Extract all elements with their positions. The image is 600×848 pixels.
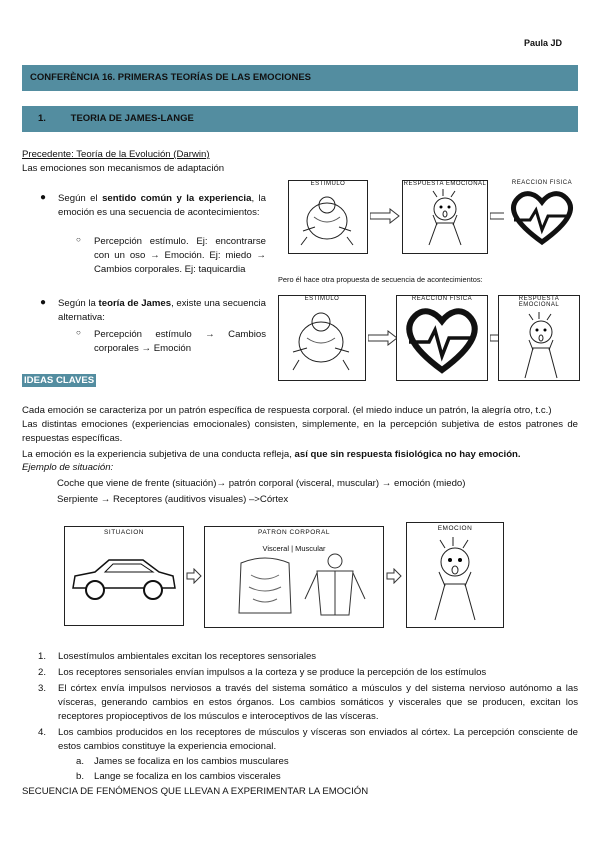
panel-title: REACCION FISICA bbox=[411, 296, 473, 302]
panel-title: PATRON CORPORAL bbox=[258, 529, 330, 536]
list-item bbox=[38, 650, 578, 664]
bullet-dot: ● bbox=[40, 297, 47, 308]
panel-emotional-response bbox=[402, 180, 488, 254]
paragraph-one: Cada emoción se caracteriza por un patrón específica de respuesta corporal. (el miedo induce un patrón, la alegría otro, t.c.) bbox=[22, 405, 552, 416]
heart-pulse-icon bbox=[397, 302, 487, 374]
panel-subtitle: Visceral | Muscular bbox=[262, 544, 326, 553]
panel-emotional-response bbox=[498, 295, 580, 381]
example-two: Serpiente → Receptores (auditivos visuales) –>Córtex bbox=[57, 494, 289, 505]
panel-title: ESTIMULO bbox=[310, 181, 346, 187]
panel-title: EMOCION bbox=[437, 525, 473, 532]
panel-emotion bbox=[406, 522, 504, 628]
figure-caption: Pero él hace otra propuesta de secuencia de acontecimientos: bbox=[278, 275, 483, 284]
arrow-right-icon bbox=[386, 568, 402, 584]
list-text: Losestímulos ambientales excitan los receptores sensoriales bbox=[58, 651, 317, 662]
bullet-two bbox=[58, 297, 266, 325]
bullet-two-post: , existe una secuencia alternativa: bbox=[58, 298, 267, 323]
ideas-claves-text: IDEAS CLAVES bbox=[24, 375, 95, 386]
section-bar bbox=[22, 106, 578, 132]
sub-bullet-circle: ○ bbox=[76, 328, 81, 337]
panel-title: REACCION FISICA bbox=[511, 180, 573, 186]
sub-list-item bbox=[76, 756, 289, 767]
footer-heading: SECUENCIA DE FENÓMENOS QUE LLEVAN A EXPERIMENTAR LA EMOCIÓN bbox=[22, 786, 369, 797]
list-text: El córtex envía impulsos nerviosos a través del sistema somático a músculos y del sistema nervioso autónomo a las vísceras, generando cambios en estos órganos. Los cambios somáticos y viscerales que se producen, excitan los receptores propioceptivos de los músculos e interoceptivos de las vísceras. bbox=[58, 683, 578, 722]
list-number: 3. bbox=[38, 683, 47, 694]
sub-list-text: Lange se focaliza en los cambios viscerales bbox=[94, 771, 281, 782]
paragraph-three-pre: La emoción es la experiencia subjetiva de una conducta refleja, bbox=[22, 449, 295, 460]
panel-situation bbox=[64, 526, 184, 626]
bear-illustration-icon bbox=[289, 187, 367, 247]
bullet-two-sub: Percepción estímulo → Cambios corporales → Emoción bbox=[94, 329, 266, 354]
bullet-one bbox=[58, 192, 266, 220]
list-text: Los receptores sensoriales envían impulsos a la corteza y se produce la percepción de los estímulos bbox=[58, 667, 487, 678]
numbered-list bbox=[38, 650, 578, 754]
panel-title: RESPUESTA EMOCIONAL bbox=[403, 181, 487, 187]
list-item bbox=[38, 726, 578, 754]
ideas-claves-label bbox=[22, 375, 96, 386]
sub-list-item bbox=[76, 771, 281, 782]
bear-illustration-icon bbox=[279, 302, 365, 374]
paragraph-two: Las distintas emociones (experiencias emocionales) consisten, simplemente, en la percepción subjetiva de estos patrones de respuestas específicas. bbox=[22, 419, 578, 444]
sub-bullet-circle: ○ bbox=[76, 235, 81, 244]
list-number: 1. bbox=[38, 651, 47, 662]
sub-list-letter: a. bbox=[76, 756, 85, 767]
precedente-label: Precedente: Teoría de la Evolución (Darwin) bbox=[22, 149, 210, 160]
car-icon bbox=[65, 536, 183, 616]
bullet-one-sub: Percepción estímulo. Ej: encontrarse con un oso → Emoción. Ej: miedo → Cambios corporales. Ej: taquicardia bbox=[94, 236, 266, 275]
paragraph-three-bold: así que sin respuesta fisiológica no hay emoción. bbox=[294, 449, 521, 460]
paragraph-three bbox=[22, 448, 578, 462]
sub-list-letter: b. bbox=[76, 771, 85, 782]
scared-man-icon bbox=[499, 308, 579, 380]
list-item bbox=[38, 682, 578, 724]
example-one: Coche que viene de frente (situación)→ patrón corporal (visceral, muscular) → emoción (miedo) bbox=[57, 478, 466, 489]
scared-man-icon bbox=[403, 187, 487, 247]
bullet-two-pre: Según la bbox=[58, 298, 99, 309]
panel-stimulus bbox=[278, 295, 366, 381]
list-number: 4. bbox=[38, 727, 47, 738]
panel-physical-reaction bbox=[504, 180, 580, 252]
panel-stimulus bbox=[288, 180, 368, 254]
section-title: TEORIA DE JAMES-LANGE bbox=[70, 113, 194, 124]
figure-sequence bbox=[278, 180, 578, 380]
scared-man-icon bbox=[407, 532, 503, 622]
bullet-one-pre: Según el bbox=[58, 193, 103, 204]
bullet-dot: ● bbox=[40, 192, 47, 203]
panel-body-pattern bbox=[204, 526, 384, 628]
header-bar: CONFERÈNCIA 16. PRIMERAS TEORÍAS DE LAS EMOCIONES bbox=[22, 65, 578, 91]
list-number: 2. bbox=[38, 667, 47, 678]
figure-pattern bbox=[64, 518, 534, 628]
panel-title: RESPUESTA EMOCIONAL bbox=[518, 296, 560, 308]
bullet-one-bold: sentido común y la experiencia bbox=[102, 193, 252, 204]
panel-title: ESTIMULO bbox=[304, 296, 340, 302]
sub-list-text: James se focaliza en los cambios musculares bbox=[94, 756, 289, 767]
arrow-right-icon bbox=[368, 330, 398, 346]
bullet-one-post: , la emoción es una secuencia de acontecimientos: bbox=[58, 193, 266, 218]
author-name: Paula JD bbox=[523, 38, 562, 48]
list-text: Los cambios producidos en los receptores de músculos y vísceras son enviados al córtex. La percepción consciente de estos cambios constituye la experiencia emocional. bbox=[58, 727, 578, 752]
list-item bbox=[38, 666, 578, 680]
heart-pulse-icon bbox=[504, 186, 580, 246]
bullet-two-bold: teoría de James bbox=[98, 298, 172, 309]
panel-physical-reaction bbox=[396, 295, 488, 381]
example-label: Ejemplo de situación: bbox=[22, 462, 114, 473]
arrow-right-icon bbox=[186, 568, 202, 584]
arrow-right-icon bbox=[370, 208, 400, 224]
precedente-text: Las emociones son mecanismos de adaptación bbox=[22, 163, 225, 174]
section-number: 1. bbox=[38, 113, 46, 124]
anatomy-illustration-icon bbox=[205, 553, 383, 623]
panel-title: SITUACION bbox=[104, 529, 144, 536]
